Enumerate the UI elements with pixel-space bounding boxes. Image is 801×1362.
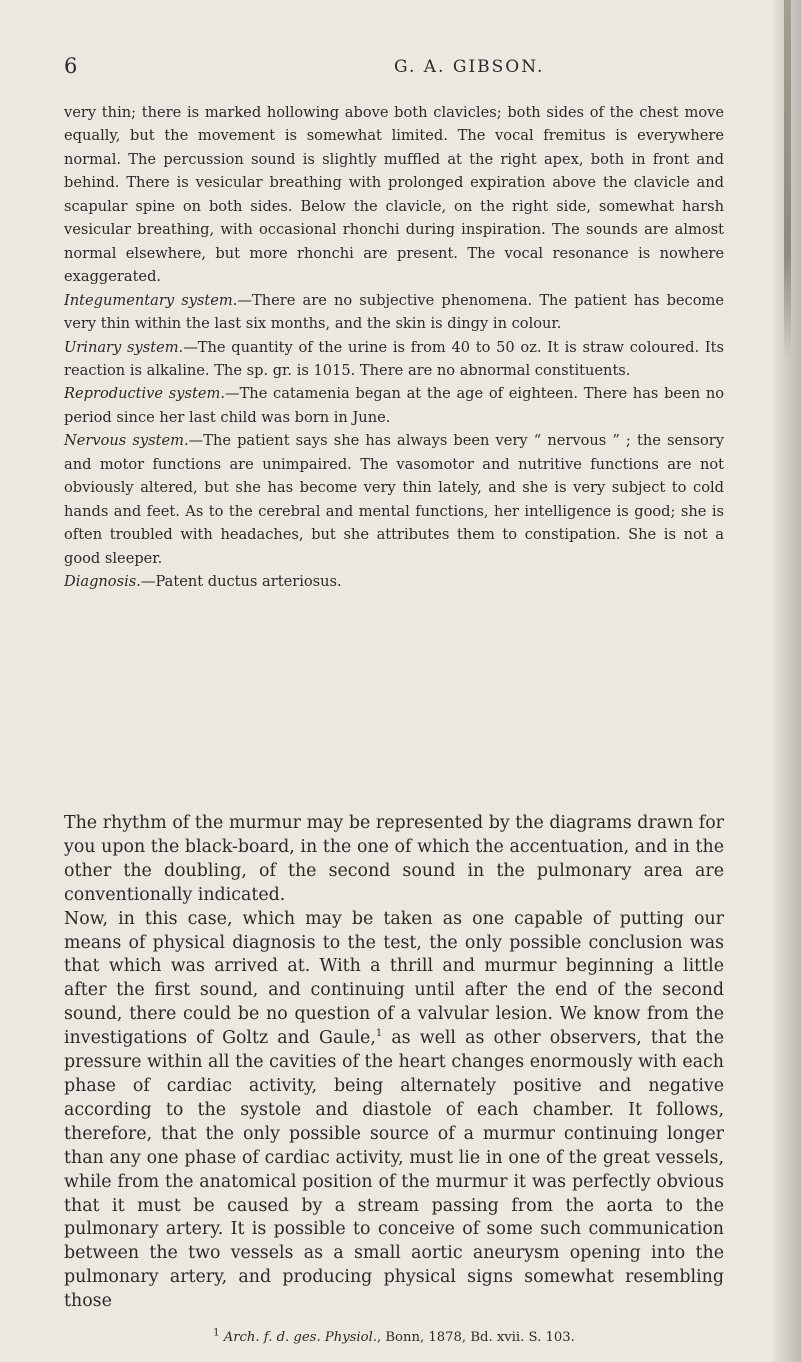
integumentary-heading: Integumentary system. [64,291,238,309]
reproductive-text: —The catamenia began at the age of eighteen. There has been no period since her last child was born in June. [64,385,725,426]
reproductive-paragraph [64,382,724,429]
rhythm-paragraph: The rhythm of the murmur may be represented by the diagrams drawn for you upon the black-board, in the one of which the accentuation, and in the other the doubling, of the second sound in the pulmonary area are conventionally indicated. [64,813,724,905]
ribbon-bookmark [784,0,791,360]
urinary-text: —The quantity of the urine is from 40 to 50 oz. It is straw coloured. Its reaction is alkaline. The sp. gr. is 1015. There are no abnormal constituents. [64,338,724,379]
running-head: G. A. GIBSON. [394,57,545,77]
diagnosis-paragraph [64,570,724,593]
page-number: 6 [64,54,78,78]
footnote-source: Arch. f. d. ges. Physiol. [223,1330,377,1345]
footnote-reference: 1 [375,1028,383,1040]
discussion-text-end: as well as other observers, that the pressure within all the cavities of the heart changes enormously with each phase of cardiac activity, being alternately positive and negative according to the systole and diastole of each chamber. It follows, therefore, that the only possible source of a murmur continuing longer than any one phase of cardiac activity, must lie in one of the great vessels, while from the anatomical position of the murmur it was perfectly obvious that it must be caused by a stream passing from the aorta to the pulmonary artery. It is possible to conceive of some such communication between the two vessels as a small aortic aneurysm opening into the pulmonary artery, and producing physical signs somewhat resembling those [64,1028,724,1312]
footnote [64,1329,724,1347]
page-header [64,54,724,80]
diagnosis-discussion-paragraph [64,908,724,1314]
case-notes [64,101,724,594]
nervous-text: —The patient says she has always been very “ nervous ” ; the sensory and motor functions are unimpaired. The vasomotor and nutritive functions are not obviously altered, but she has become very thin lately, and she is very subject to cold hands and feet. As to the cerebral and mental functions, her intelligence is good; she is often troubled with headaches, but she attributes them to constipation. She is not a good sleeper. [64,432,724,567]
lecture-text [64,812,724,1314]
nervous-heading: Nervous system. [64,432,189,450]
discussion-text-start: Now, in this case, which may be taken as one capable of putting our means of physical diagnosis to the test, the only possible conclusion was that which was arrived at. With a thrill and murmur beginning a little after the first sound, and continuing until after the end of the second sound, there could be no question of a valvular lesion. We know from the investigations of Goltz and Gaule, [64,908,724,1049]
nervous-paragraph [64,429,724,570]
integumentary-paragraph [64,289,724,336]
urinary-paragraph [64,336,724,383]
reproductive-heading: Reproductive system. [64,385,225,403]
integumentary-text: —There are no subjective phenomena. The patient has become very thin within the last six months, and the skin is dingy in colour. [64,291,724,333]
page-edge-shadow [773,0,801,1362]
footnote-marker: 1 [213,1327,220,1339]
footnote-details: , Bonn, 1878, Bd. xvii. S. 103. [376,1330,575,1345]
diagnosis-text: —Patent ductus arteriosus. [140,573,342,591]
diagnosis-heading: Diagnosis. [64,573,141,591]
urinary-heading: Urinary system. [64,338,184,356]
respiratory-paragraph: very thin; there is marked hollowing above both clavicles; both sides of the chest move equally, but the movement is somewhat limited. The vocal fremitus is everywhere normal. The percussion sound is slightly muffled at the right apex, both in front and behind. There is vesicular breathing with prolonged expiration above the clavicle and scapular spine on both sides. Below the clavicle, on the right side, somewhat harsh vesicular breathing, with occasional rhonchi during inspiration. The sounds are almost normal elsewhere, but more rhonchi are present. The vocal resonance is nowhere exaggerated. [64,104,724,286]
